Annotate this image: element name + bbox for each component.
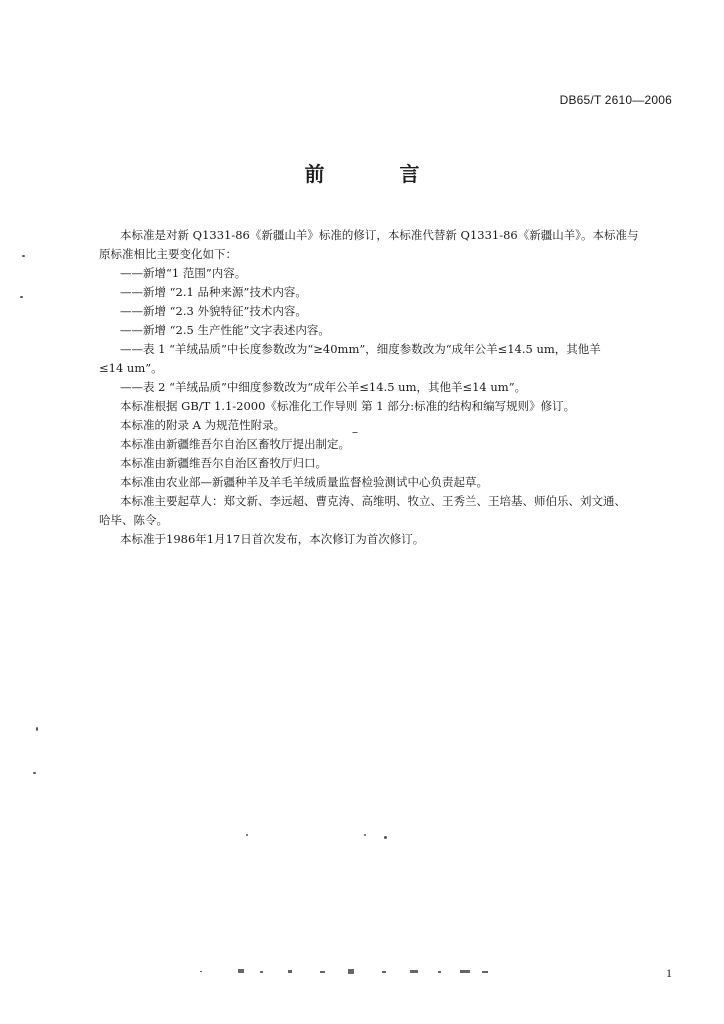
- change-item: ——表 1 “羊绒品质”中长度参数改为“≥40mm”，细度参数改为“成年公羊≤14.5 um，其他羊: [120, 342, 601, 356]
- change-item-continuation: ≤14 um”。: [99, 361, 163, 375]
- intro-paragraph-line1: 本标准是对新 Q1331-86《新疆山羊》标准的修订，本标准代替新 Q1331-86《新疆山羊》。本标准与: [120, 228, 639, 242]
- scan-noise-line: [200, 968, 500, 976]
- change-item: ——表 2 “羊绒品质”中细度参数改为“成年公羊≤14.5 um，其他羊≤14 um”。: [120, 380, 527, 394]
- administrator-note: 本标准由新疆维吾尔自治区畜牧厅归口。: [120, 456, 327, 470]
- change-item: ——新增 “2.5 生产性能”文字表述内容。: [120, 323, 330, 337]
- scan-speck: [384, 836, 387, 839]
- scan-speck: [246, 834, 248, 836]
- scan-speck: [364, 834, 366, 836]
- drafters-line1: 本标准主要起草人：郑文新、李远超、曹克涛、高维明、牧立、王秀兰、王培基、师伯乐、刘文通、: [120, 494, 626, 508]
- drafters-line2: 哈毕、陈令。: [99, 513, 168, 527]
- change-item: ——新增“1 范围”内容。: [120, 266, 247, 280]
- scan-speck: [33, 772, 36, 774]
- appendix-note: 本标准的附录 A 为规范性附录。: [120, 418, 286, 432]
- intro-paragraph-line2: 原标准相比主要变化如下：: [99, 247, 237, 261]
- drafting-unit-note: 本标准由农业部—新疆种羊及羊毛羊绒质量监督检验测试中心负责起草。: [120, 475, 488, 489]
- proposer-note: 本标准由新疆维吾尔自治区畜牧厅提出制定。: [120, 437, 350, 451]
- release-note: 本标准于1986年1月17日首次发布，本次修订为首次修订。: [120, 532, 425, 546]
- document-body: [99, 226, 672, 549]
- scan-speck: [352, 432, 358, 433]
- page-number: 1: [666, 966, 672, 980]
- drafting-basis: 本标准根据 GB/T 1.1-2000《标准化工作导则 第 1 部分:标准的结构和编写规则》修订。: [120, 399, 576, 413]
- page-title: 前 言: [304, 162, 454, 186]
- scan-speck: [22, 255, 25, 257]
- change-item: ——新增 “2.3 外貌特征”技术内容。: [120, 304, 307, 318]
- scan-speck: [36, 727, 38, 731]
- scan-speck: [20, 296, 23, 298]
- change-item: ——新增 “2.1 品种来源”技术内容。: [120, 285, 307, 299]
- standard-code: DB65/T 2610—2006: [559, 93, 672, 107]
